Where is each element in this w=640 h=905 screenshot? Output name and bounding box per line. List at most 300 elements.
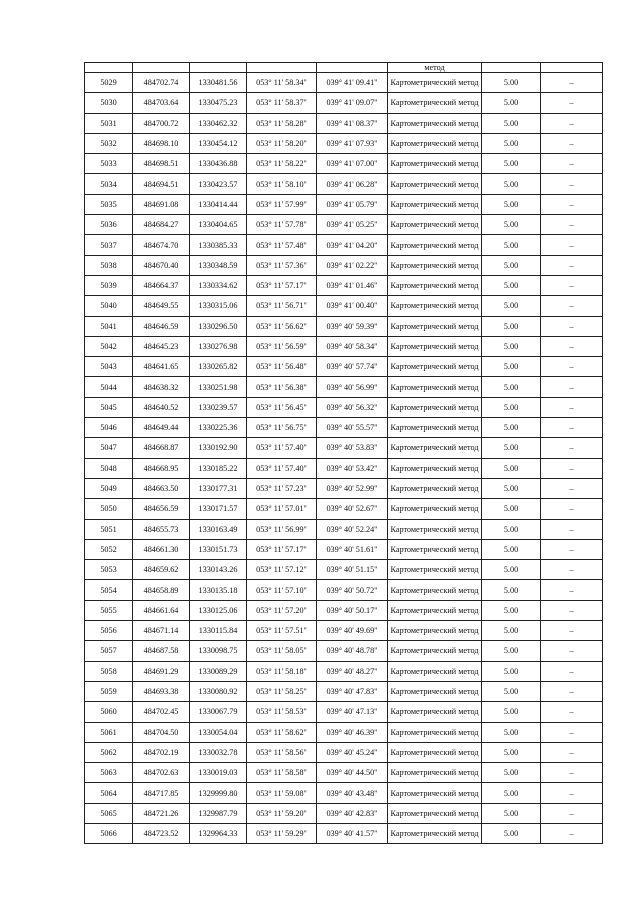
table-row [85,478,603,498]
cell-x-coordinate: 484658.89 [133,580,190,600]
cell-x-coordinate: 484702.63 [133,763,190,783]
cell-latitude: 053° 11' 57.01" [247,499,317,519]
cell-point-number: 5046 [85,418,133,438]
cell-longitude: 039° 40' 52.67" [317,499,388,519]
table-row [85,560,603,580]
cell-y-coordinate: 1330454.12 [190,133,247,153]
cell-longitude: 039° 40' 46.39" [317,722,388,742]
cell-y-coordinate: 1330115.84 [190,621,247,641]
cell-x-coordinate: 484702.45 [133,702,190,722]
cell-x-coordinate: 484640.52 [133,397,190,417]
cell-empty [190,63,247,73]
cell-latitude: 053° 11' 58.58" [247,763,317,783]
cell-y-coordinate: 1330225.36 [190,418,247,438]
cell-point-number: 5047 [85,438,133,458]
cell-latitude: 053° 11' 58.34" [247,73,317,93]
table-row [85,357,603,377]
cell-accuracy: 5.00 [482,763,541,783]
cell-y-coordinate: 1330089.29 [190,661,247,681]
cell-accuracy: 5.00 [482,174,541,194]
document-page [84,62,603,844]
cell-point-number: 5030 [85,93,133,113]
cell-longitude: 039° 40' 48.27" [317,661,388,681]
cell-longitude: 039° 40' 53.42" [317,458,388,478]
cell-accuracy: 5.00 [482,742,541,762]
cell-accuracy: 5.00 [482,580,541,600]
cell-method: Картометрический метод [388,783,482,803]
cell-accuracy: 5.00 [482,560,541,580]
table-row [85,823,603,843]
cell-note: – [541,133,603,153]
cell-y-coordinate: 1330032.78 [190,742,247,762]
cell-note: – [541,722,603,742]
cell-accuracy: 5.00 [482,133,541,153]
cell-accuracy: 5.00 [482,478,541,498]
cell-y-coordinate: 1330481.56 [190,73,247,93]
cell-y-coordinate: 1330348.59 [190,255,247,275]
cell-latitude: 053° 11' 57.12" [247,560,317,580]
cell-empty [482,63,541,73]
cell-accuracy: 5.00 [482,377,541,397]
cell-latitude: 053° 11' 58.20" [247,133,317,153]
cell-note: – [541,275,603,295]
table-row [85,377,603,397]
cell-longitude: 039° 41' 07.00" [317,154,388,174]
cell-note: – [541,803,603,823]
cell-accuracy: 5.00 [482,519,541,539]
cell-accuracy: 5.00 [482,458,541,478]
cell-note: – [541,823,603,843]
cell-latitude: 053° 11' 57.48" [247,235,317,255]
table-row [85,519,603,539]
cell-method: Картометрический метод [388,275,482,295]
cell-method: Картометрический метод [388,458,482,478]
cell-point-number: 5053 [85,560,133,580]
cell-y-coordinate: 1329999.80 [190,783,247,803]
cell-point-number: 5055 [85,600,133,620]
cell-accuracy: 5.00 [482,681,541,701]
cell-latitude: 053° 11' 57.51" [247,621,317,641]
table-row [85,73,603,93]
cell-latitude: 053° 11' 56.71" [247,296,317,316]
cell-method: Картометрический метод [388,215,482,235]
cell-latitude: 053° 11' 57.23" [247,478,317,498]
cell-x-coordinate: 484694.51 [133,174,190,194]
cell-x-coordinate: 484646.59 [133,316,190,336]
cell-method: Картометрический метод [388,823,482,843]
table-row [85,783,603,803]
cell-longitude: 039° 40' 50.72" [317,580,388,600]
cell-latitude: 053° 11' 57.17" [247,539,317,559]
cell-note: – [541,661,603,681]
table-row [85,580,603,600]
cell-note: – [541,438,603,458]
cell-point-number: 5038 [85,255,133,275]
cell-x-coordinate: 484702.74 [133,73,190,93]
cell-accuracy: 5.00 [482,438,541,458]
cell-point-number: 5049 [85,478,133,498]
cell-x-coordinate: 484674.70 [133,235,190,255]
cell-longitude: 039° 40' 55.57" [317,418,388,438]
cell-method: Картометрический метод [388,803,482,823]
cell-note: – [541,539,603,559]
cell-point-number: 5037 [85,235,133,255]
cell-accuracy: 5.00 [482,397,541,417]
cell-x-coordinate: 484691.08 [133,194,190,214]
cell-point-number: 5059 [85,681,133,701]
table-row [85,499,603,519]
cell-y-coordinate: 1329964.33 [190,823,247,843]
cell-point-number: 5061 [85,722,133,742]
cell-method: Картометрический метод [388,763,482,783]
cell-point-number: 5056 [85,621,133,641]
cell-accuracy: 5.00 [482,702,541,722]
table-row [85,397,603,417]
cell-method: Картометрический метод [388,194,482,214]
cell-longitude: 039° 40' 44.50" [317,763,388,783]
table-row [85,133,603,153]
cell-latitude: 053° 11' 58.25" [247,681,317,701]
cell-longitude: 039° 40' 49.69" [317,621,388,641]
cell-note: – [541,377,603,397]
cell-accuracy: 5.00 [482,275,541,295]
table-row [85,681,603,701]
table-row [85,154,603,174]
cell-method: Картометрический метод [388,255,482,275]
cell-y-coordinate: 1330185.22 [190,458,247,478]
cell-accuracy: 5.00 [482,418,541,438]
table-row [85,702,603,722]
cell-accuracy: 5.00 [482,235,541,255]
cell-note: – [541,702,603,722]
cell-point-number: 5031 [85,113,133,133]
cell-longitude: 039° 41' 06.28" [317,174,388,194]
cell-longitude: 039° 41' 05.79" [317,194,388,214]
table-row [85,458,603,478]
cell-latitude: 053° 11' 58.28" [247,113,317,133]
cell-empty [317,63,388,73]
cell-point-number: 5033 [85,154,133,174]
cell-y-coordinate: 1330475.23 [190,93,247,113]
cell-point-number: 5045 [85,397,133,417]
cell-latitude: 053° 11' 58.22" [247,154,317,174]
cell-longitude: 039° 40' 43.48" [317,783,388,803]
cell-y-coordinate: 1330385.33 [190,235,247,255]
cell-method: Картометрический метод [388,499,482,519]
cell-longitude: 039° 40' 51.15" [317,560,388,580]
cell-x-coordinate: 484723.52 [133,823,190,843]
cell-note: – [541,316,603,336]
cell-longitude: 039° 40' 58.34" [317,336,388,356]
cell-latitude: 053° 11' 57.40" [247,438,317,458]
cell-method: Картометрический метод [388,742,482,762]
cell-method: Картометрический метод [388,661,482,681]
cell-x-coordinate: 484668.95 [133,458,190,478]
cell-method: Картометрический метод [388,478,482,498]
cell-y-coordinate: 1330098.75 [190,641,247,661]
table-row [85,215,603,235]
cell-point-number: 5054 [85,580,133,600]
cell-y-coordinate: 1330414.44 [190,194,247,214]
cell-y-coordinate: 1330315.06 [190,296,247,316]
cell-longitude: 039° 40' 47.83" [317,681,388,701]
cell-x-coordinate: 484663.50 [133,478,190,498]
cell-latitude: 053° 11' 56.75" [247,418,317,438]
cell-y-coordinate: 1330436.88 [190,154,247,174]
cell-empty [85,63,133,73]
cell-method: Картометрический метод [388,539,482,559]
cell-y-coordinate: 1330163.49 [190,519,247,539]
cell-y-coordinate: 1330019.03 [190,763,247,783]
cell-x-coordinate: 484721.26 [133,803,190,823]
cell-note: – [541,255,603,275]
cell-y-coordinate: 1330334.62 [190,275,247,295]
cell-longitude: 039° 40' 47.13" [317,702,388,722]
cell-note: – [541,681,603,701]
cell-point-number: 5035 [85,194,133,214]
cell-method: Картометрический метод [388,113,482,133]
cell-y-coordinate: 1330192.90 [190,438,247,458]
cell-method: Картометрический метод [388,580,482,600]
cell-longitude: 039° 40' 52.24" [317,519,388,539]
cell-latitude: 053° 11' 58.18" [247,661,317,681]
cell-point-number: 5051 [85,519,133,539]
cell-accuracy: 5.00 [482,316,541,336]
cell-accuracy: 5.00 [482,823,541,843]
cell-point-number: 5034 [85,174,133,194]
cell-longitude: 039° 41' 07.93" [317,133,388,153]
cell-note: – [541,336,603,356]
cell-latitude: 053° 11' 56.62" [247,316,317,336]
table-row [85,93,603,113]
cell-point-number: 5063 [85,763,133,783]
cell-latitude: 053° 11' 56.99" [247,519,317,539]
cell-method: Картометрический метод [388,702,482,722]
cell-accuracy: 5.00 [482,641,541,661]
cell-latitude: 053° 11' 58.53" [247,702,317,722]
cell-y-coordinate: 1330135.18 [190,580,247,600]
cell-note: – [541,519,603,539]
cell-note: – [541,763,603,783]
cell-y-coordinate: 1330067.79 [190,702,247,722]
cell-method: Картометрический метод [388,93,482,113]
cell-x-coordinate: 484693.38 [133,681,190,701]
cell-note: – [541,641,603,661]
cell-point-number: 5042 [85,336,133,356]
cell-accuracy: 5.00 [482,336,541,356]
table-row [85,235,603,255]
cell-point-number: 5041 [85,316,133,336]
cell-note: – [541,560,603,580]
table-row [85,539,603,559]
cell-longitude: 039° 41' 00.40" [317,296,388,316]
cell-x-coordinate: 484664.37 [133,275,190,295]
cell-latitude: 053° 11' 56.48" [247,357,317,377]
cell-latitude: 053° 11' 57.99" [247,194,317,214]
cell-method: Картометрический метод [388,681,482,701]
cell-x-coordinate: 484717.85 [133,783,190,803]
cell-note: – [541,397,603,417]
cell-accuracy: 5.00 [482,255,541,275]
cell-longitude: 039° 40' 41.57" [317,823,388,843]
cell-accuracy: 5.00 [482,215,541,235]
cell-x-coordinate: 484702.19 [133,742,190,762]
cell-x-coordinate: 484649.55 [133,296,190,316]
cell-method: Картометрический метод [388,73,482,93]
cell-point-number: 5043 [85,357,133,377]
cell-note: – [541,418,603,438]
cell-latitude: 053° 11' 58.37" [247,93,317,113]
cell-y-coordinate: 1330151.73 [190,539,247,559]
table-row [85,722,603,742]
cell-point-number: 5050 [85,499,133,519]
cell-point-number: 5060 [85,702,133,722]
cell-latitude: 053° 11' 59.20" [247,803,317,823]
cell-longitude: 039° 40' 53.83" [317,438,388,458]
cell-latitude: 053° 11' 57.40" [247,458,317,478]
cell-latitude: 053° 11' 57.10" [247,580,317,600]
cell-note: – [541,478,603,498]
cell-note: – [541,742,603,762]
cell-accuracy: 5.00 [482,621,541,641]
cell-method: Картометрический метод [388,722,482,742]
cell-method: Картометрический метод [388,438,482,458]
cell-longitude: 039° 40' 51.61" [317,539,388,559]
cell-y-coordinate: 1330276.98 [190,336,247,356]
cell-empty [247,63,317,73]
cell-latitude: 053° 11' 58.05" [247,641,317,661]
cell-x-coordinate: 484659.62 [133,560,190,580]
cell-longitude: 039° 41' 05.25" [317,215,388,235]
cell-y-coordinate: 1329987.79 [190,803,247,823]
cell-point-number: 5062 [85,742,133,762]
table-row [85,296,603,316]
cell-method: Картометрический метод [388,154,482,174]
cell-x-coordinate: 484641.65 [133,357,190,377]
cell-x-coordinate: 484655.73 [133,519,190,539]
cell-x-coordinate: 484704.50 [133,722,190,742]
cell-note: – [541,194,603,214]
table-row [85,438,603,458]
table-row [85,742,603,762]
cell-method: Картометрический метод [388,316,482,336]
cell-latitude: 053° 11' 57.36" [247,255,317,275]
cell-accuracy: 5.00 [482,93,541,113]
cell-point-number: 5039 [85,275,133,295]
cell-y-coordinate: 1330251.98 [190,377,247,397]
cell-latitude: 053° 11' 58.62" [247,722,317,742]
cell-x-coordinate: 484638.32 [133,377,190,397]
cell-latitude: 053° 11' 58.56" [247,742,317,762]
cell-point-number: 5052 [85,539,133,559]
table-row [85,661,603,681]
cell-accuracy: 5.00 [482,539,541,559]
cell-method: Картометрический метод [388,133,482,153]
cell-y-coordinate: 1330423.57 [190,174,247,194]
cell-point-number: 5036 [85,215,133,235]
cell-accuracy: 5.00 [482,783,541,803]
cell-note: – [541,73,603,93]
cell-note: – [541,113,603,133]
cell-longitude: 039° 41' 09.07" [317,93,388,113]
cell-method: Картометрический метод [388,621,482,641]
cell-accuracy: 5.00 [482,113,541,133]
table-row [85,336,603,356]
cell-note: – [541,357,603,377]
cell-note: – [541,154,603,174]
cell-accuracy: 5.00 [482,73,541,93]
cell-latitude: 053° 11' 57.78" [247,215,317,235]
cell-longitude: 039° 41' 01.46" [317,275,388,295]
table-row [85,600,603,620]
cell-accuracy: 5.00 [482,600,541,620]
cell-y-coordinate: 1330177.31 [190,478,247,498]
table-row [85,316,603,336]
cell-x-coordinate: 484684.27 [133,215,190,235]
cell-longitude: 039° 40' 57.74" [317,357,388,377]
cell-longitude: 039° 41' 09.41" [317,73,388,93]
cell-accuracy: 5.00 [482,296,541,316]
cell-accuracy: 5.00 [482,499,541,519]
cell-y-coordinate: 1330265.82 [190,357,247,377]
cell-accuracy: 5.00 [482,357,541,377]
cell-point-number: 5065 [85,803,133,823]
cell-method: Картометрический метод [388,600,482,620]
table-row [85,418,603,438]
cell-x-coordinate: 484661.30 [133,539,190,559]
table-row [85,255,603,275]
cell-accuracy: 5.00 [482,661,541,681]
cell-note: – [541,458,603,478]
cell-method: Картометрический метод [388,336,482,356]
cell-y-coordinate: 1330296.50 [190,316,247,336]
cell-longitude: 039° 40' 42.83" [317,803,388,823]
cell-note: – [541,93,603,113]
cell-x-coordinate: 484645.23 [133,336,190,356]
cell-note: – [541,235,603,255]
cell-y-coordinate: 1330143.26 [190,560,247,580]
cell-longitude: 039° 40' 52.99" [317,478,388,498]
cell-y-coordinate: 1330404.65 [190,215,247,235]
cell-x-coordinate: 484698.51 [133,154,190,174]
cell-longitude: 039° 40' 56.32" [317,397,388,417]
cell-point-number: 5048 [85,458,133,478]
cell-note: – [541,499,603,519]
cell-latitude: 053° 11' 56.59" [247,336,317,356]
cell-y-coordinate: 1330125.06 [190,600,247,620]
table-row [85,174,603,194]
cell-point-number: 5044 [85,377,133,397]
cell-method-tail: метод [388,63,482,73]
cell-accuracy: 5.00 [482,194,541,214]
cell-method: Картометрический метод [388,397,482,417]
cell-longitude: 039° 41' 08.37" [317,113,388,133]
cell-x-coordinate: 484703.64 [133,93,190,113]
cell-latitude: 053° 11' 59.29" [247,823,317,843]
cell-longitude: 039° 40' 56.99" [317,377,388,397]
cell-note: – [541,215,603,235]
cell-point-number: 5064 [85,783,133,803]
table-row-continuation [85,63,603,73]
cell-note: – [541,783,603,803]
cell-x-coordinate: 484698.10 [133,133,190,153]
cell-x-coordinate: 484661.64 [133,600,190,620]
cell-method: Картометрический метод [388,560,482,580]
cell-method: Картометрический метод [388,418,482,438]
cell-longitude: 039° 40' 45.24" [317,742,388,762]
cell-x-coordinate: 484670.40 [133,255,190,275]
table-row [85,621,603,641]
